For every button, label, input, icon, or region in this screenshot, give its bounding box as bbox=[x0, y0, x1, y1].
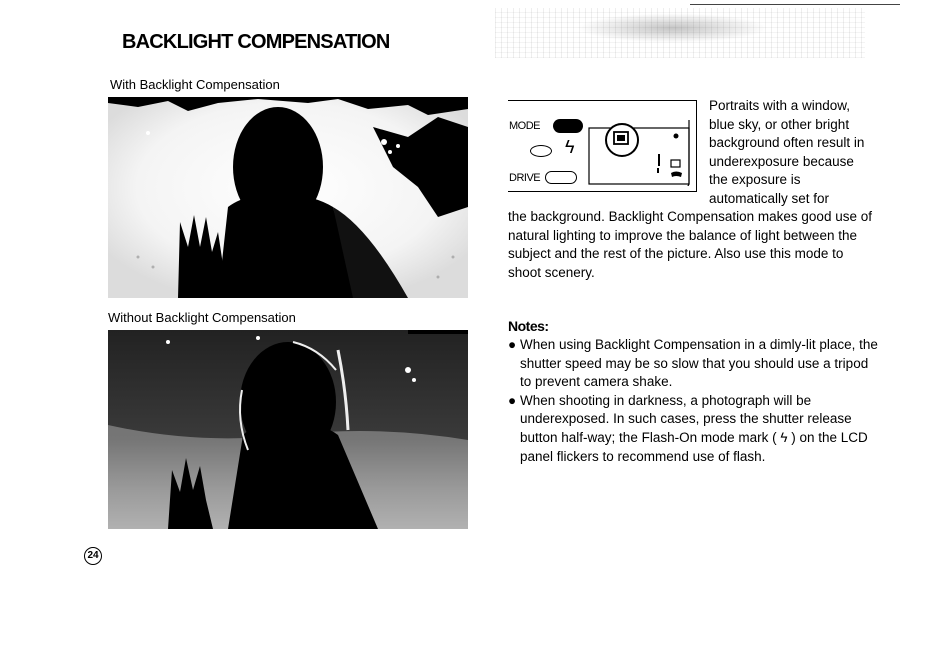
bullet-icon: ● bbox=[508, 337, 517, 352]
flash-bolt-icon: ϟ bbox=[565, 137, 575, 157]
page-number: 24 bbox=[84, 547, 102, 565]
bullet-icon: ● bbox=[508, 392, 517, 408]
notes-list bbox=[508, 336, 883, 466]
intro-paragraph-part2: the background. Backlight Compensation makes good use of natural lighting to improve the balance of light between the subject and the rest of the picture. Also use this mode to shoot scenery. bbox=[508, 209, 872, 280]
intro-paragraph-part1: Portraits with a window, blue sky, or other bright background often result in underexposure because the exposure is automatically set for bbox=[709, 98, 865, 206]
note-text: When shooting in darkness, a photograph will be underexposed. In such cases, press the shutter release button half-way; the Flash-On mode mark ( ϟ ) on the LCD panel flickers to recommend use of flash. bbox=[520, 392, 868, 464]
note-item bbox=[508, 392, 883, 466]
page-title: BACKLIGHT COMPENSATION bbox=[122, 31, 390, 53]
circle-oval-icon bbox=[530, 145, 552, 157]
lcd-display-icon bbox=[588, 110, 698, 186]
photo-with-backlight-compensation bbox=[108, 97, 468, 298]
lcd-panel-diagram bbox=[508, 100, 698, 192]
header-rule bbox=[690, 4, 900, 5]
lcd-mode-label: MODE bbox=[509, 120, 540, 132]
mode-button-icon bbox=[553, 119, 583, 133]
notes-heading: Notes: bbox=[508, 318, 549, 334]
photo-caption-without: Without Backlight Compensation bbox=[108, 310, 296, 325]
note-item bbox=[508, 336, 883, 392]
photo-without-backlight-compensation bbox=[108, 330, 468, 529]
note-text: When using Backlight Compensation in a dimly-lit place, the shutter speed may be so slow that you should use a tripod to prevent camera shake. bbox=[520, 337, 878, 390]
header-decorative-strip bbox=[495, 8, 865, 58]
drive-button-icon bbox=[545, 171, 577, 184]
lcd-drive-label: DRIVE bbox=[509, 172, 541, 184]
photo-caption-with: With Backlight Compensation bbox=[110, 77, 280, 92]
